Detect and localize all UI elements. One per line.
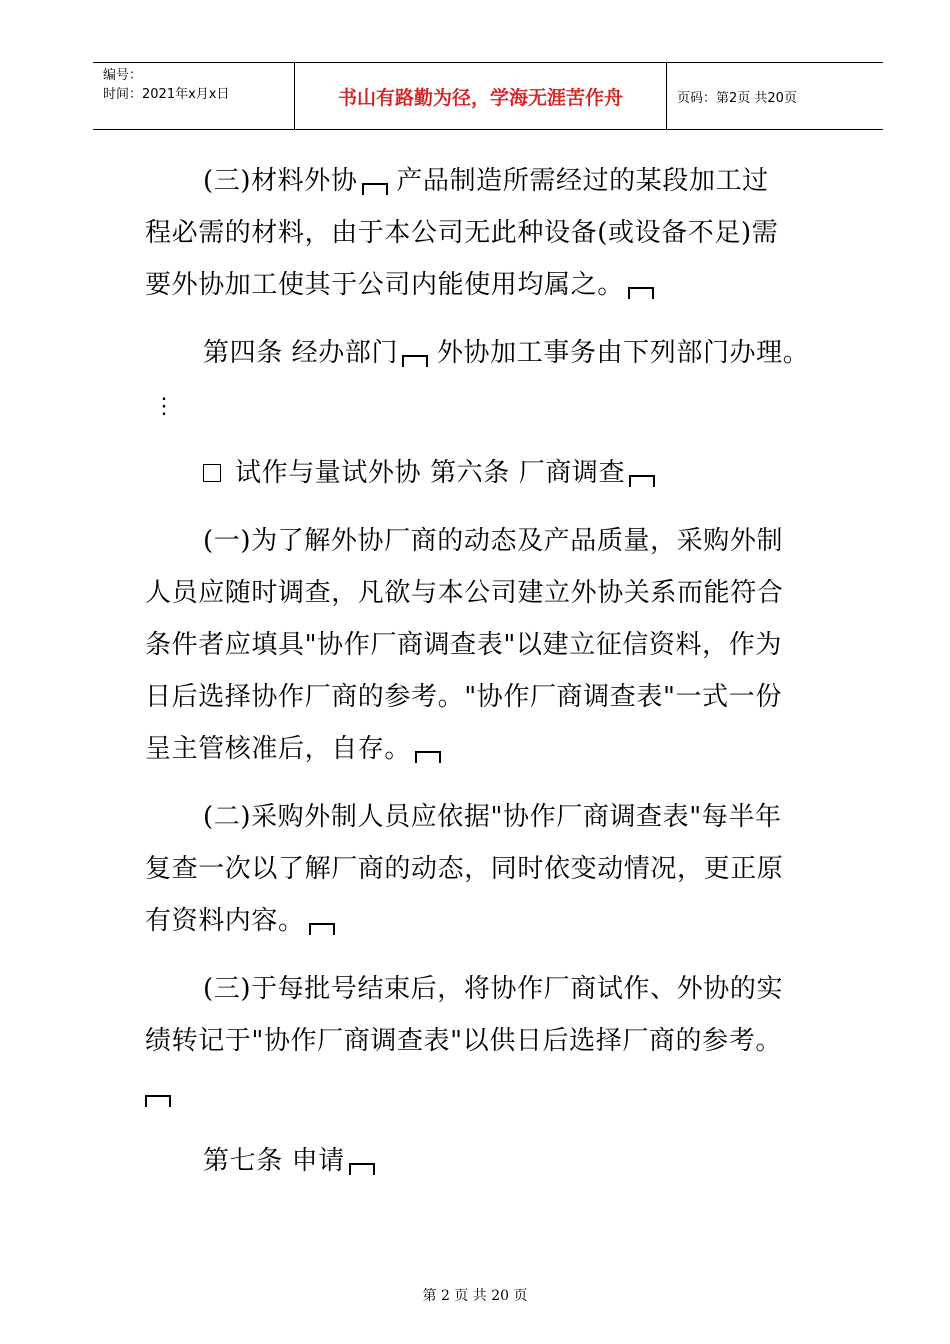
section-heading (145, 447, 845, 499)
text: 呈主管核准后，自存。 (145, 734, 412, 764)
document-body (145, 155, 845, 1187)
page-footer: 第 2 页 共 20 页 (422, 1288, 528, 1304)
paragraph: (一)为了解外协厂商的动态及产品质量，采购外制 (203, 526, 784, 556)
doc-number-label: 编号： (103, 68, 143, 83)
vertical-ellipsis-icon: ⋮ (153, 394, 176, 419)
text: 有资料内容。 (145, 906, 305, 936)
paragraph (145, 1135, 845, 1187)
paragraph-line: 绩转记于"协作厂商调查表"以供日后选择厂商的参考。 (145, 1026, 782, 1056)
paragraph-mark-icon (629, 475, 655, 487)
header-meta (93, 63, 295, 129)
paragraph-line (145, 259, 845, 311)
paragraph-line: 复查一次以了解厂商的动态，同时依变动情况，更正原 (145, 854, 784, 884)
paragraph-mark-icon (628, 287, 654, 299)
header-page-info: 页码：第2页 共20页 (677, 90, 797, 106)
paragraph-mark-icon (362, 183, 388, 195)
paragraph-line: 日后选择协作厂商的参考。"协作厂商调查表"一式一份 (145, 682, 782, 712)
paragraph-mark-icon (349, 1163, 375, 1175)
page-header (93, 62, 883, 130)
text: 第四条 经办部门 (203, 338, 399, 368)
text: 产品制造所需经过的某段加工过 (396, 166, 769, 196)
paragraph-line: 程必需的材料，由于本公司无此种设备(或设备不足)需 (145, 218, 779, 248)
header-motto: 书山有路勤为径，学海无涯苦作舟 (295, 63, 667, 129)
paragraph-line (145, 1067, 845, 1119)
doc-time-label: 时间：2021年x月x日 (103, 87, 230, 102)
paragraph-mark-icon (145, 1095, 171, 1107)
paragraph-line (145, 895, 845, 947)
paragraph: (二)采购外制人员应依据"协作厂商调查表"每半年 (203, 802, 782, 832)
paragraph-line (145, 379, 845, 431)
paragraph-line: 人员应随时调查，凡欲与本公司建立外协关系而能符合 (145, 578, 784, 608)
text: 要外协加工使其于公司内能使用均属之。 (145, 270, 624, 300)
text: 外协加工事务由下列部门办理。 (436, 338, 810, 368)
checkbox-icon (203, 464, 221, 482)
paragraph: (三)于每批号结束后，将协作厂商试作、外协的实 (203, 974, 784, 1004)
paragraph-mark-icon (415, 751, 441, 763)
text: (三)材料外协 (203, 166, 358, 196)
paragraph-line (145, 723, 845, 775)
paragraph-mark-icon (402, 355, 428, 367)
text: 试作与量试外协 第六条 厂商调查 (235, 458, 626, 488)
paragraph (145, 155, 845, 207)
paragraph-line: 条件者应填具"协作厂商调查表"以建立征信资料，作为 (145, 630, 782, 660)
text: 第七条 申请 (203, 1146, 345, 1176)
paragraph-mark-icon (309, 923, 335, 935)
paragraph (145, 327, 845, 379)
